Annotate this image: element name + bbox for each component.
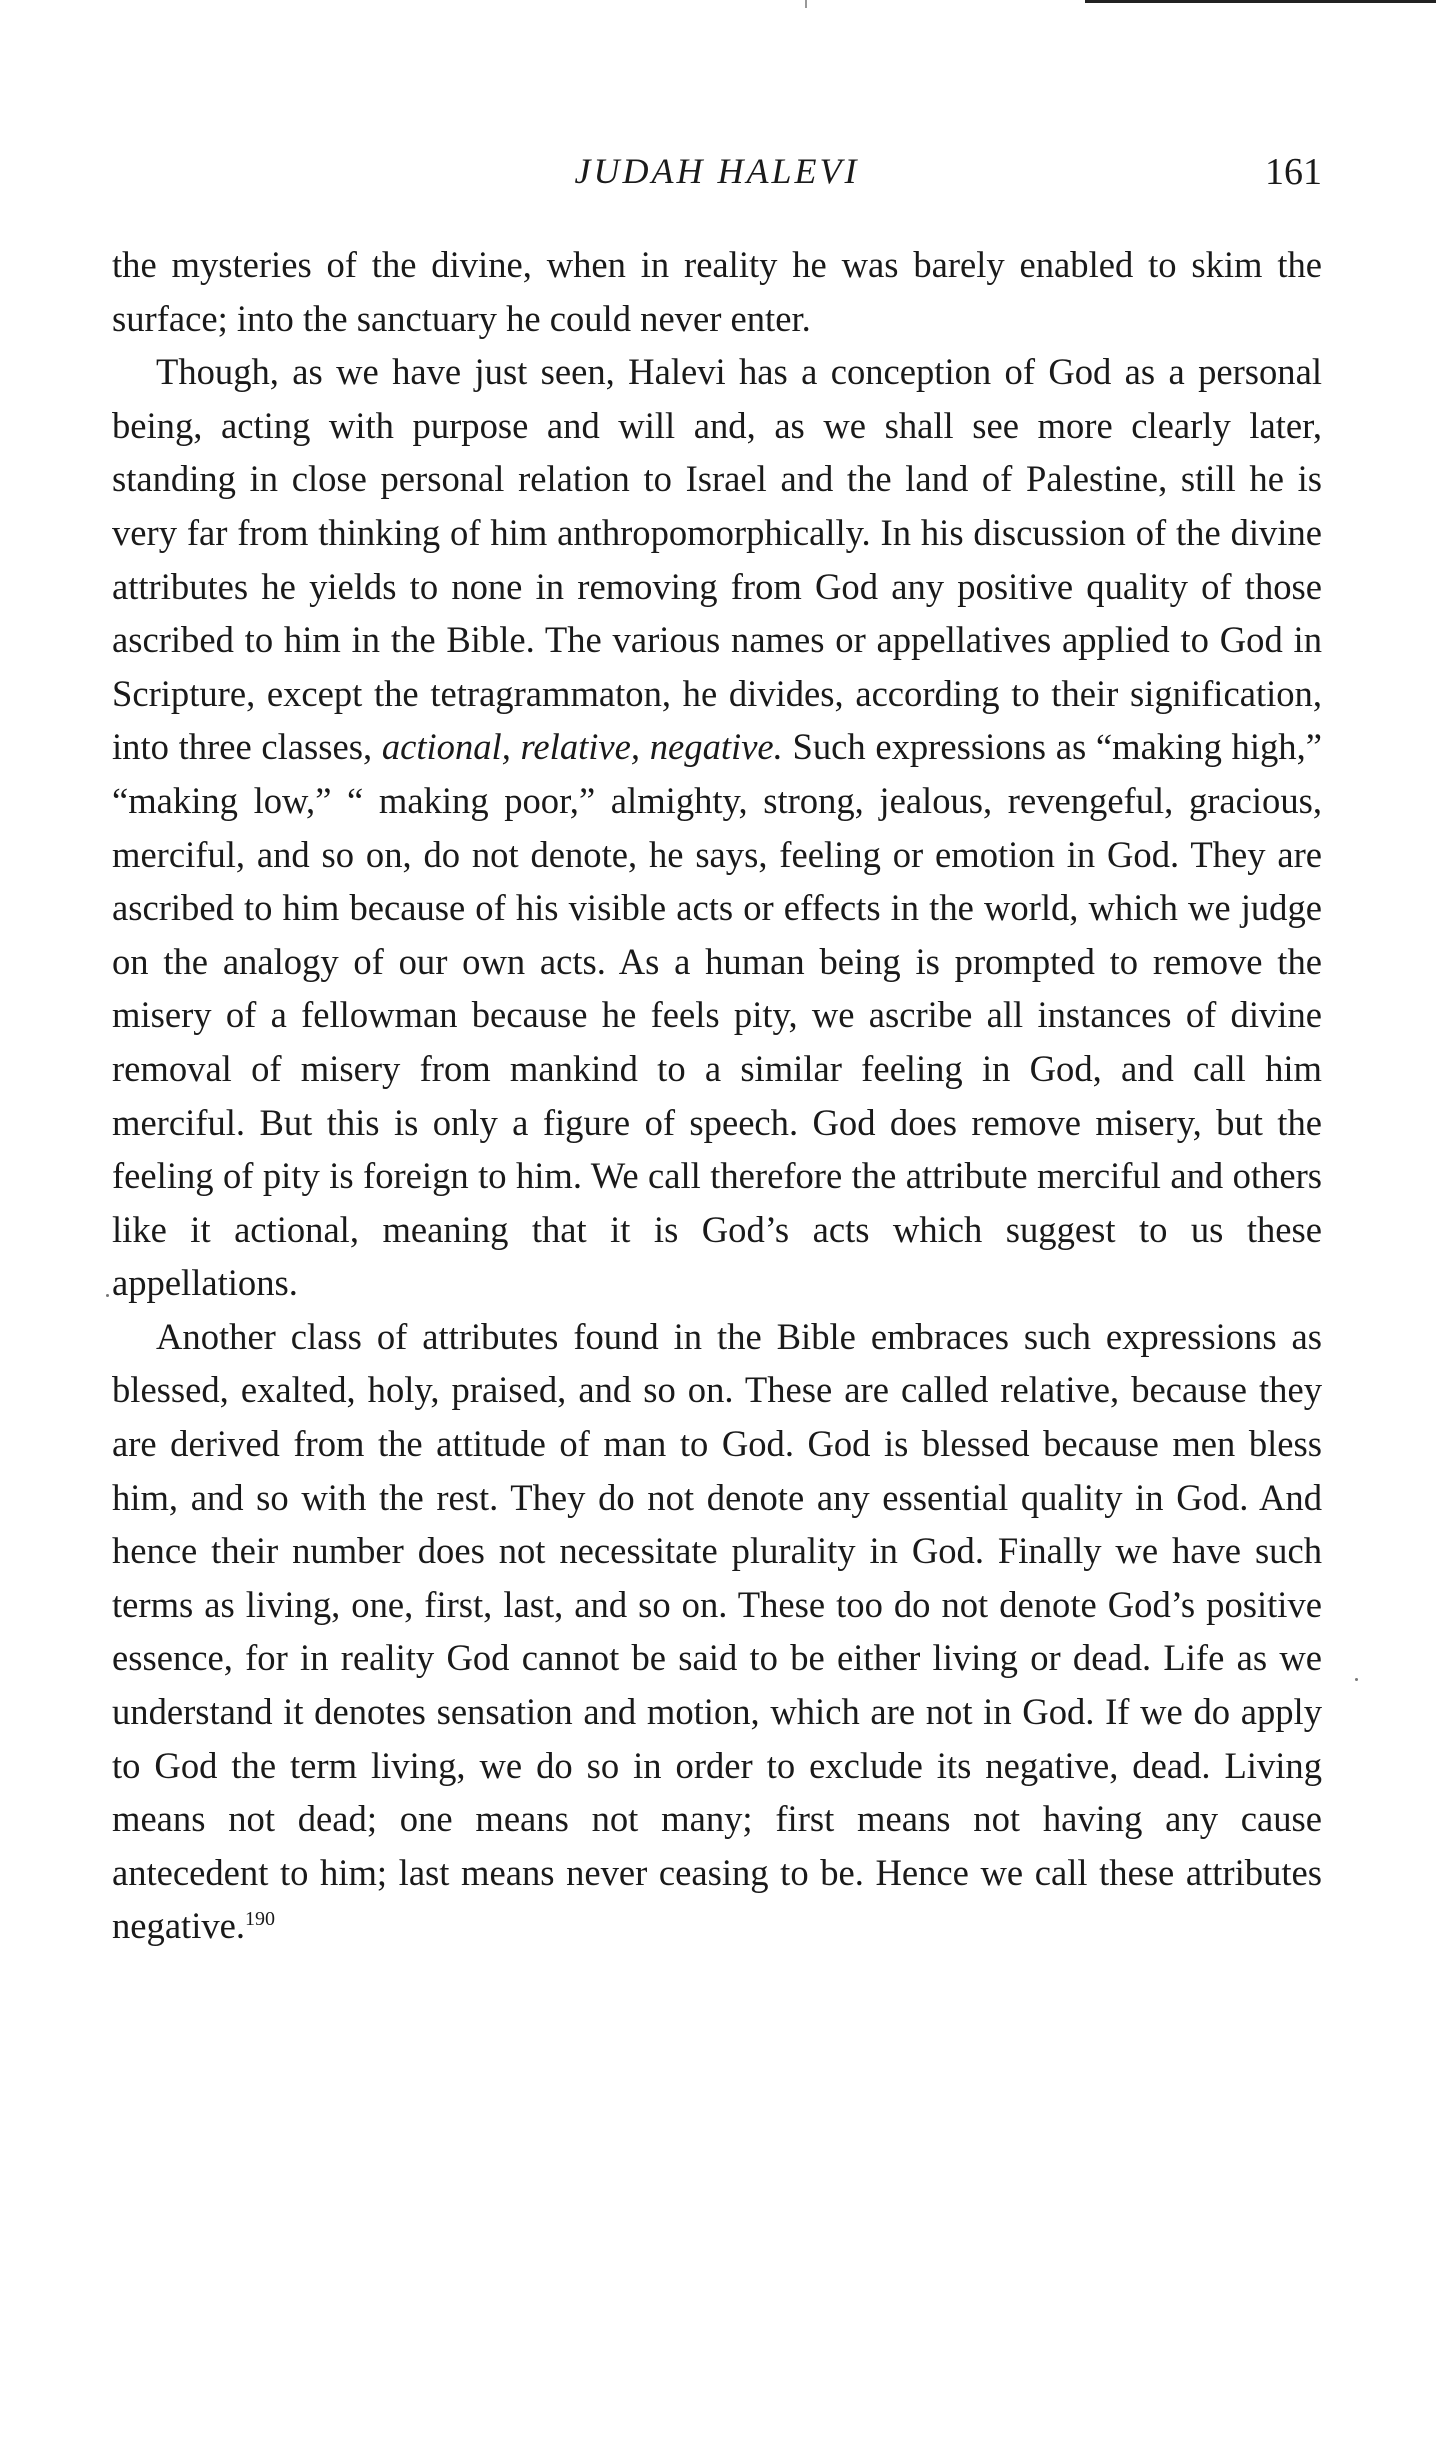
body-text [112,238,1322,1953]
page-number: 161 [1265,151,1322,193]
italic-term-relative: relative, [520,726,641,768]
scan-edge-mark [805,0,807,8]
paragraph-continuation: the mysteries of the divine, when in reality he was barely enabled to skim the surface; into the sanctuary he could never enter. [112,244,1322,339]
paragraph-text: Another class of attributes found in the Bible embraces such expressions as blessed, exalted, holy, praised, and so on. These are called relative, because they are derived from the attitude of man to God. God is blessed because men bless him, and so with the rest. They do not denote any essential quality in God. And hence their number does not necessitate plurality in God. Finally we have such terms as living, one, first, last, and so on. These too do not denote God’s positive essence, for in reality God cannot be said to be either living or dead. Life as we understand it denotes sensation and motion, which are not in God. If we do apply to God the term living, we do so in order to exclude its negative, dead. Living means not dead; one means not many; first means not having any cause antecedent to him; last means never ceasing to be. Hence we call these attributes negative. [112,1315,1322,1947]
page-header [112,150,1322,200]
paragraph-attributes-intro [112,345,1322,1310]
italic-term-actional: actional, [381,726,511,768]
scan-speck [1355,1678,1358,1681]
italic-term-negative: negative. [649,726,783,768]
paragraph-relative-negative [112,1310,1322,1953]
scan-speck [106,1294,109,1297]
paragraph-text: Though, as we have just seen, Halevi has a conception of God as a personal being, acting with purpose and will and, as we shall see more clearly later, standing in close personal relation to Israel and the land of Palestine, still he is very far from thinking of him anthropomorphically. In his discussion of the divine attributes he yields to none in removing from God any positive quality of those ascribed to him in the Bible. The various names or appellatives applied to God in Scripture, except the tetragrammaton, he divides, according to their signification, into three classes, [112,351,1322,768]
footnote-reference[interactable]: 190 [245,1908,276,1931]
paragraph-text: Such expressions as “making high,” “making low,” “ making poor,” almighty, strong, jealous, revengeful, gracious, merciful, and so on, do not denote, he says, feeling or emotion in God. They are ascribed to him because of his visible acts or effects in the world, which we judge on the analogy of our own acts. As a human being is prompted to remove the misery of a fellowman because he feels pity, we ascribe all instances of divine removal of misery from mankind to a similar feeling in God, and call him merciful. But this is only a figure of speech. God does remove misery, but the feeling of pity is foreign to him. We call therefore the attribute merciful and others like it actional, meaning that it is God’s acts which suggest to us these appellations. [112,726,1322,1304]
scan-edge-rule [1085,0,1436,3]
running-head: JUDAH HALEVI [574,151,860,191]
